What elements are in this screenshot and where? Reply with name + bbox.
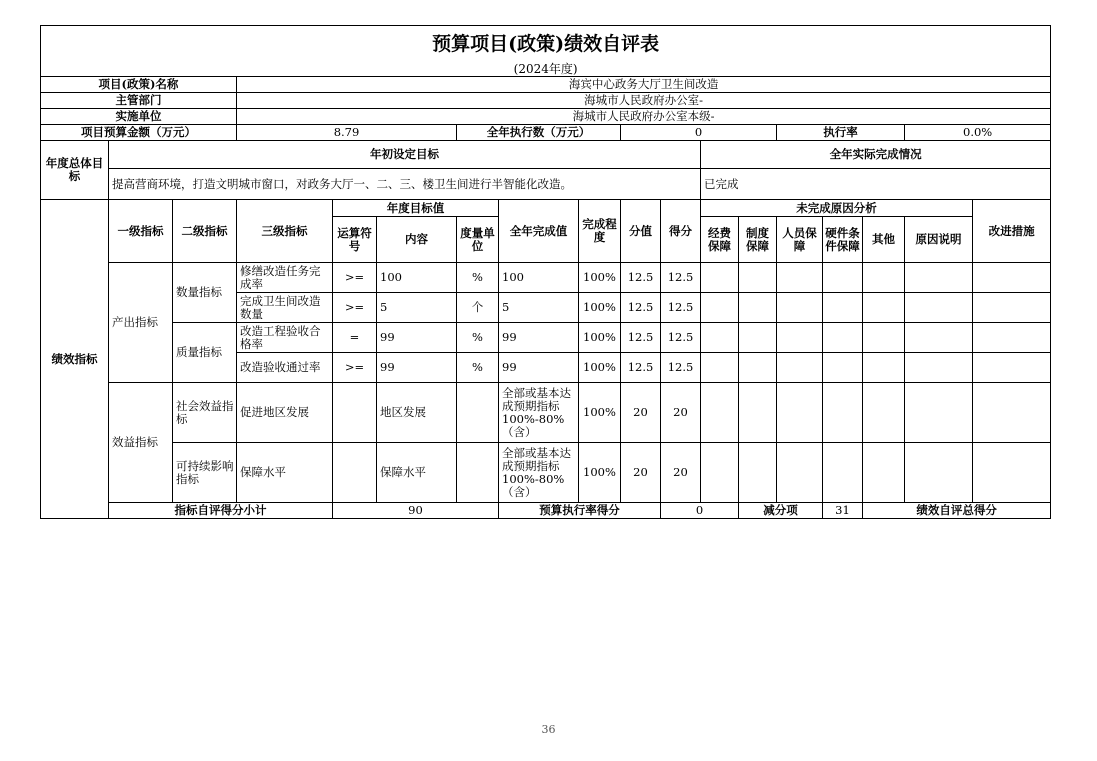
total-score-label: 绩效自评总得分 bbox=[863, 503, 1051, 519]
indicator-unit: 个 bbox=[457, 293, 499, 323]
completion-degree-header: 完成程度 bbox=[579, 200, 621, 263]
table-row bbox=[41, 383, 1051, 443]
table-row bbox=[41, 263, 1051, 293]
indicator-content: 5 bbox=[377, 293, 457, 323]
table-row bbox=[41, 443, 1051, 503]
indicator-unit: % bbox=[457, 353, 499, 383]
indicator-score: 20 bbox=[661, 383, 701, 443]
indicator-year-value: 99 bbox=[499, 323, 579, 353]
sustainable-impact-group: 可持续影响指标 bbox=[173, 443, 237, 503]
initial-goal-header: 年初设定目标 bbox=[109, 141, 701, 169]
indicator-degree: 100% bbox=[579, 293, 621, 323]
execution-label: 全年执行数（万元） bbox=[457, 125, 621, 141]
weight-header: 分值 bbox=[621, 200, 661, 263]
indicator-score: 12.5 bbox=[661, 263, 701, 293]
indicator-name: 改造工程验收合格率 bbox=[237, 323, 333, 353]
level2-header: 二级指标 bbox=[173, 200, 237, 263]
page-title: 预算项目(政策)绩效自评表 bbox=[41, 26, 1051, 63]
reason-staff-header: 人员保障 bbox=[777, 217, 823, 263]
indicator-operator: >= bbox=[333, 293, 377, 323]
year-value-header: 全年完成值 bbox=[499, 200, 579, 263]
unit-header: 度量单位 bbox=[457, 217, 499, 263]
social-benefit-group: 社会效益指标 bbox=[173, 383, 237, 443]
indicator-degree: 100% bbox=[579, 263, 621, 293]
project-name-label: 项目(政策)名称 bbox=[41, 77, 237, 93]
indicator-weight: 12.5 bbox=[621, 353, 661, 383]
indicator-content: 100 bbox=[377, 263, 457, 293]
indicator-year-value: 全部或基本达成预期指标100%-80%（含） bbox=[499, 443, 579, 503]
actual-completion-text: 已完成 bbox=[701, 169, 1051, 200]
improvement-header: 改进措施 bbox=[973, 200, 1051, 263]
indicator-name: 促进地区发展 bbox=[237, 383, 333, 443]
page-number: 36 bbox=[541, 723, 556, 736]
budget-label: 项目预算金额（万元） bbox=[41, 125, 237, 141]
reason-hardware-header: 硬件条件保障 bbox=[823, 217, 863, 263]
indicator-unit bbox=[457, 383, 499, 443]
indicator-year-value: 99 bbox=[499, 353, 579, 383]
indicator-content: 99 bbox=[377, 323, 457, 353]
indicator-name: 完成卫生间改造数量 bbox=[237, 293, 333, 323]
budget-score-label: 预算执行率得分 bbox=[499, 503, 661, 519]
year-subtitle: (2024年度) bbox=[41, 62, 1051, 77]
score-header: 得分 bbox=[661, 200, 701, 263]
indicator-weight: 12.5 bbox=[621, 263, 661, 293]
deduction-label: 减分项 bbox=[739, 503, 823, 519]
performance-indicators-label: 绩效指标 bbox=[41, 200, 109, 519]
reason-analysis-header: 未完成原因分析 bbox=[701, 200, 973, 217]
indicator-score: 20 bbox=[661, 443, 701, 503]
self-evaluation-table bbox=[40, 25, 1051, 519]
indicator-operator: >= bbox=[333, 263, 377, 293]
execution-value: 0 bbox=[621, 125, 777, 141]
project-name-value: 海宾中心政务大厅卫生间改造 bbox=[237, 77, 1051, 93]
content-header: 内容 bbox=[377, 217, 457, 263]
budget-score-value: 0 bbox=[661, 503, 739, 519]
indicator-weight: 12.5 bbox=[621, 323, 661, 353]
indicator-score: 12.5 bbox=[661, 353, 701, 383]
indicator-operator: >= bbox=[333, 353, 377, 383]
indicator-weight: 20 bbox=[621, 443, 661, 503]
reason-note-header: 原因说明 bbox=[905, 217, 973, 263]
annual-goal-label: 年度总体目标 bbox=[41, 141, 109, 200]
indicator-degree: 100% bbox=[579, 443, 621, 503]
indicator-content: 保障水平 bbox=[377, 443, 457, 503]
output-indicator-group: 产出指标 bbox=[109, 263, 173, 383]
subtotal-value: 90 bbox=[333, 503, 499, 519]
quantity-indicator-group: 数量指标 bbox=[173, 263, 237, 323]
indicator-year-value: 全部或基本达成预期指标100%-80%（含） bbox=[499, 383, 579, 443]
indicator-year-value: 5 bbox=[499, 293, 579, 323]
indicator-operator bbox=[333, 383, 377, 443]
unit-value: 海城市人民政府办公室本级- bbox=[237, 109, 1051, 125]
indicator-weight: 20 bbox=[621, 383, 661, 443]
indicator-score: 12.5 bbox=[661, 323, 701, 353]
annual-target-header: 年度目标值 bbox=[333, 200, 499, 217]
indicator-content: 99 bbox=[377, 353, 457, 383]
subtotal-label: 指标自评得分小计 bbox=[109, 503, 333, 519]
indicator-operator: = bbox=[333, 323, 377, 353]
indicator-degree: 100% bbox=[579, 323, 621, 353]
indicator-score: 12.5 bbox=[661, 293, 701, 323]
indicator-degree: 100% bbox=[579, 353, 621, 383]
reason-other-header: 其他 bbox=[863, 217, 905, 263]
reason-system-header: 制度保障 bbox=[739, 217, 777, 263]
operator-header: 运算符号 bbox=[333, 217, 377, 263]
budget-value: 8.79 bbox=[237, 125, 457, 141]
initial-goal-text: 提高营商环境，打造文明城市窗口，对政务大厅一、二、三、楼卫生间进行半智能化改造。 bbox=[109, 169, 701, 200]
level1-header: 一级指标 bbox=[109, 200, 173, 263]
department-label: 主管部门 bbox=[41, 93, 237, 109]
indicator-weight: 12.5 bbox=[621, 293, 661, 323]
indicator-operator bbox=[333, 443, 377, 503]
indicator-name: 改造验收通过率 bbox=[237, 353, 333, 383]
indicator-year-value: 100 bbox=[499, 263, 579, 293]
actual-completion-header: 全年实际完成情况 bbox=[701, 141, 1051, 169]
indicator-unit: % bbox=[457, 323, 499, 353]
indicator-unit: % bbox=[457, 263, 499, 293]
indicator-name: 修缮改造任务完成率 bbox=[237, 263, 333, 293]
table-row bbox=[41, 323, 1051, 353]
indicator-name: 保障水平 bbox=[237, 443, 333, 503]
indicator-content: 地区发展 bbox=[377, 383, 457, 443]
indicator-degree: 100% bbox=[579, 383, 621, 443]
deduction-value: 31 bbox=[823, 503, 863, 519]
department-value: 海城市人民政府办公室- bbox=[237, 93, 1051, 109]
unit-label: 实施单位 bbox=[41, 109, 237, 125]
execution-rate-value: 0.0% bbox=[905, 125, 1051, 141]
indicator-unit bbox=[457, 443, 499, 503]
benefit-indicator-group: 效益指标 bbox=[109, 383, 173, 503]
quality-indicator-group: 质量指标 bbox=[173, 323, 237, 383]
reason-funding-header: 经费保障 bbox=[701, 217, 739, 263]
execution-rate-label: 执行率 bbox=[777, 125, 905, 141]
level3-header: 三级指标 bbox=[237, 200, 333, 263]
